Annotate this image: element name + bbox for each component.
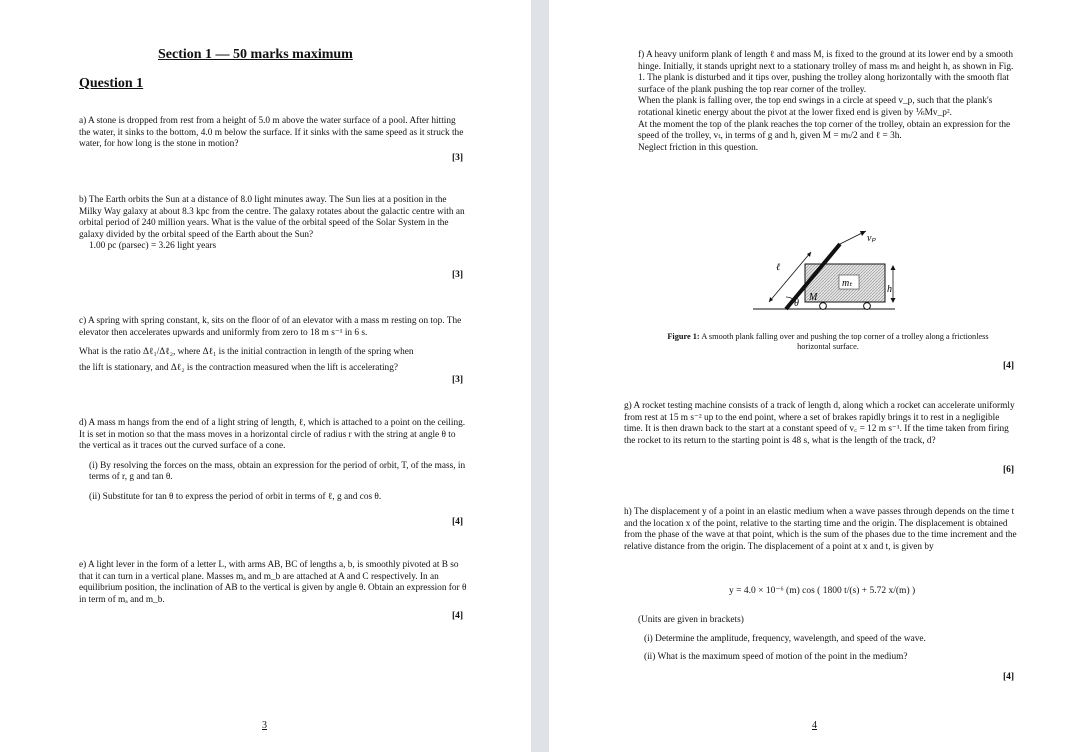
question-h-part-i: (i) Determine the amplitude, frequency, wavelength, and speed of the wave.: [644, 633, 926, 644]
question-h-part-ii: (ii) What is the maximum speed of motion of the point in the medium?: [644, 652, 908, 663]
label-mt: mₜ: [842, 278, 853, 289]
question-h: [624, 507, 1017, 553]
question-b: [79, 195, 469, 253]
question-d-part-ii: (ii) Substitute for tan θ to express the period of orbit in terms of ℓ, g and cos θ.: [89, 491, 382, 502]
label-theta: θ: [794, 298, 799, 309]
wave-equation: y = 4.0 × 10⁻⁶ (m) cos ( 1800 t/(s) + 5.72 x/(m) ): [729, 586, 916, 596]
question-b-text: b) The Earth orbits the Sun at a distance of 8.0 light minutes away. The Sun lies at a position in the Milky Way galaxy at about 8.3 kpc from the centre. The galaxy rotates about the galactic centre with an orbital period of 240 million years. What is the value of the orbital speed of the Solar System in the galaxy divided by the orbital speed of the Earth about the Sun?: [79, 195, 465, 240]
section-title: Section 1 — 50 marks maximum: [158, 47, 353, 62]
page-gap: [531, 0, 549, 752]
question-d: [79, 418, 469, 504]
question-c-text-2: What is the ratio Δℓ₁/Δℓ₂, where Δℓ₁ is the initial contraction in length of the spring when: [79, 347, 414, 358]
label-ell: ℓ: [776, 262, 781, 273]
question-a-text: a) A stone is dropped from rest from a height of 5.0 m above the water surface of a pool. After hitting the water, it sinks to the bottom, 4.0 m below the surface. If it sinks with the same speed as it struck the water, for how long is the stone in motion?: [79, 116, 464, 150]
question-d-text: d) A mass m hangs from the end of a light string of length, ℓ, which is attached to a point on the ceiling. It is set in motion so that the mass moves in a horizontal circle of radius r with the string at angle θ to the vertical as it traces out the curved surface of a cone.: [79, 418, 466, 452]
trolley-wheel-right: [864, 303, 871, 310]
figure-1-diagram: [749, 226, 899, 322]
page-number: 3: [262, 720, 267, 731]
question-h-parts: [638, 615, 1017, 664]
question-c-text-1: c) A spring with spring constant, k, sits on the floor of of an elevator with a mass m resting on top. The elevator then accelerates upwards and uniformly from zero to 18 m s⁻¹ in 6 s.: [79, 316, 462, 338]
question-f-text-4: Neglect friction in this question.: [638, 142, 759, 153]
question-f-text-3: At the moment the top of the plank reaches the top corner of the trolley, obtain an expression for the speed of the trolley, vₜ, in terms of g and h, given M = mₜ/2 and ℓ = 3h.: [638, 119, 1011, 142]
question-e: [79, 560, 469, 606]
question-c: [79, 316, 469, 374]
label-h: h: [887, 284, 892, 295]
question-d-part-i: (i) By resolving the forces on the mass, obtain an expression for the period of orbit, T, of the mass, in terms of r, g and tan θ.: [89, 460, 466, 483]
page-number: 4: [812, 720, 817, 731]
question-c-marks: [3]: [452, 375, 464, 385]
question-d-marks: [4]: [452, 517, 464, 527]
question-h-marks: [4]: [1003, 672, 1015, 682]
question-e-marks: [4]: [452, 611, 464, 621]
question-g-marks: [6]: [1003, 465, 1015, 475]
question-h-units: (Units are given in brackets): [638, 615, 744, 625]
question-f-text-1: f) A heavy uniform plank of length ℓ and mass M, is fixed to the ground at its lower end by a smooth hinge. Initially, it stands upright next to a stationary trolley of mass mₜ and height h, as shown in Fig. 1. The plank is disturbed and it tips over, pushing the trolley along horizontally with the smooth flat surface of the plank pushing the top rear corner of the trolley.: [638, 50, 1014, 95]
question-f-text-2: When the plank is falling over, the top end swings in a circle at speed v_p, such that the plank's rotational kinetic energy about the pivot at the lower fixed end is given by ⅙Mv_p².: [638, 96, 993, 118]
question-e-text: e) A light lever in the form of a letter L, with arms AB, BC of lengths a, b, is smoothly pivoted at B so that it can turn in a vertical plane. Masses mₐ and m_b are attached at A and C respectively. In an equilibrium position, the inclination of AB to the vertical is given by angle θ. Obtain an expression for θ in term of mₐ and m_b.: [79, 560, 467, 605]
figure-1-caption-label: Figure 1:: [667, 332, 700, 341]
figure-1-caption: [651, 332, 1005, 352]
question-b-marks: [3]: [452, 270, 464, 280]
question-a: [79, 116, 469, 151]
figure-1-caption-text: A smooth plank falling over and pushing the top corner of a trolley along a frictionless horizontal surface.: [701, 332, 989, 351]
question-f-marks: [4]: [1003, 361, 1015, 371]
height-arrowhead-bottom: [891, 298, 896, 303]
question-f: [638, 50, 1017, 154]
label-vp: vₚ: [867, 233, 876, 244]
question-c-text-3: the lift is stationary, and Δℓ₂ is the contraction measured when the lift is accelerating?: [79, 362, 398, 373]
question-a-marks: [3]: [452, 153, 464, 163]
question-title: Question 1: [79, 76, 144, 91]
height-arrowhead-top: [891, 265, 896, 270]
page-3: [0, 0, 531, 752]
question-b-note: 1.00 pc (parsec) = 3.26 light years: [89, 241, 217, 252]
trolley-wheel-left: [820, 303, 827, 310]
question-g-text: g) A rocket testing machine consists of a track of length d, along which a rocket can accelerate uniformly from rest at 15 m s⁻² up to the end point, where a set of brakes rapidly brings it to rest in a negligible time. It is then drawn back to the start at a constant speed of v꜀ = 12 m s⁻¹. If the time taken from firing the rocket to its return to the starting point is 48 s, what is the length of the track, d?: [624, 401, 1015, 446]
label-M: M: [809, 292, 818, 303]
page-4: [549, 0, 1080, 752]
question-h-text: h) The displacement y of a point in an elastic medium when a wave passes through depends on the time t and the location x of the point, relative to the starting time and the origin. The displacement is obtained from the phase of the wave at that point, which is the sum of the phases due to the time increment and the relative distance from the origin. The displacement of a point at x and t, is given by: [624, 507, 1017, 552]
question-g: [624, 401, 1017, 447]
